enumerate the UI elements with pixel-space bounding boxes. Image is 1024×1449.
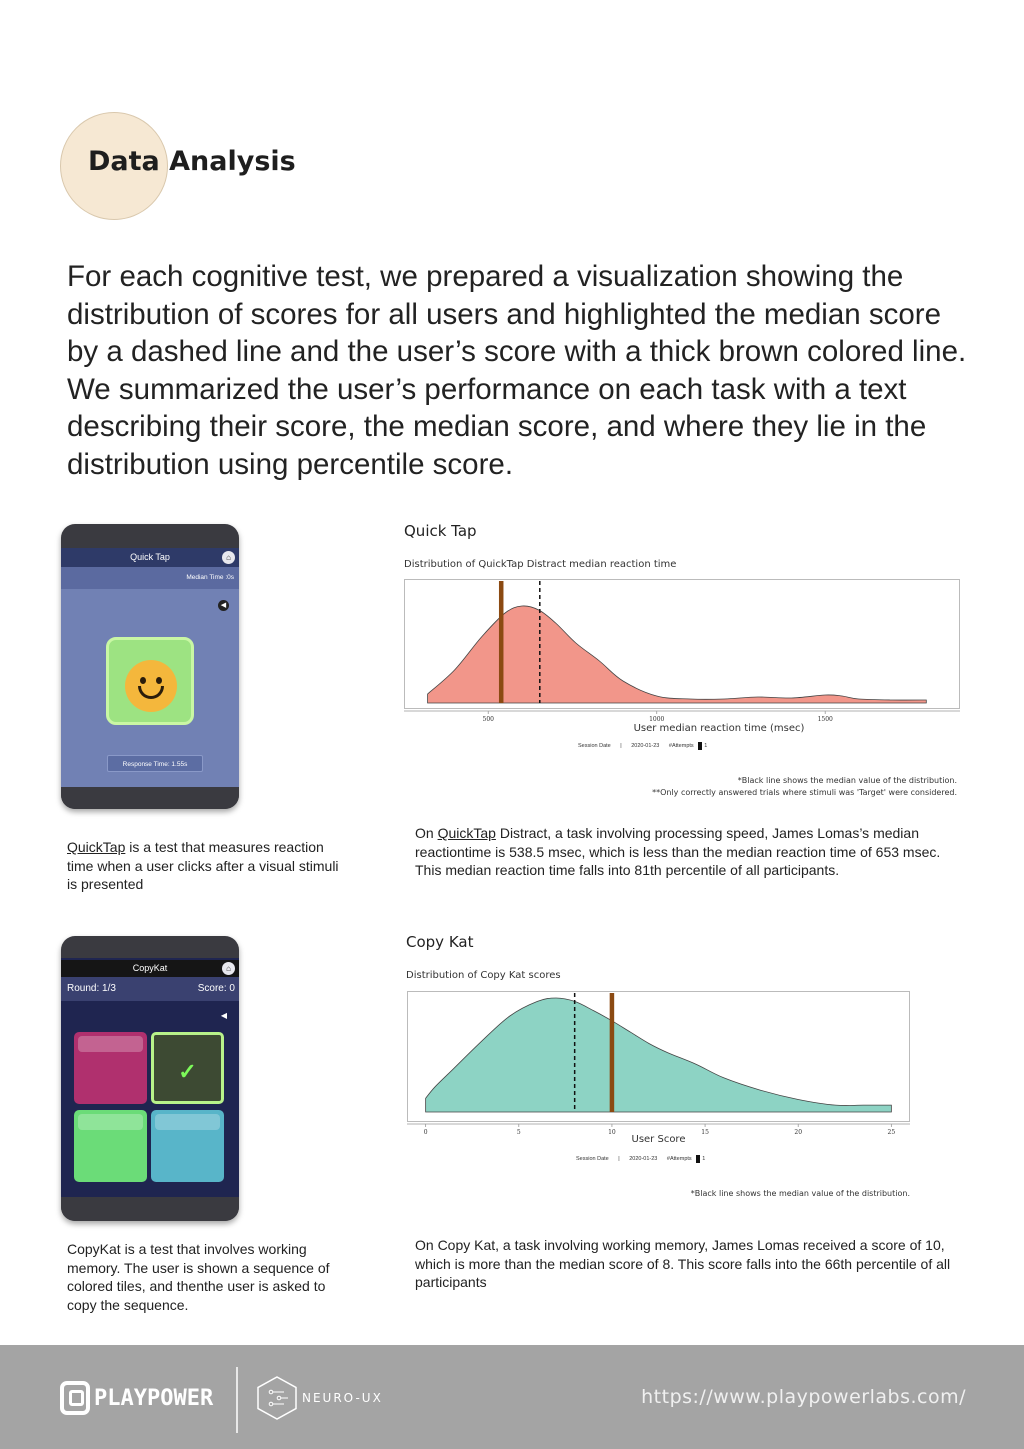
x-tick-label: 15 [701,1129,709,1136]
x-tick-label: 1500 [817,716,833,723]
speaker-icon: ◀ [218,600,229,611]
density-area [426,998,892,1112]
x-tick-label: 25 [887,1129,896,1136]
quicktap-screen [61,548,239,787]
home-icon: ⌂ [222,551,235,564]
x-tick-label: 500 [482,716,494,723]
copykat-phone-screenshot [61,936,239,1221]
quicktap-session-info [578,742,715,750]
quicktap-chart-heading: Quick Tap [404,522,477,540]
attempts-label: #Attempts [668,743,694,750]
home-icon: ⌂ [222,962,235,975]
quicktap-footnote-2: **Only correctly answered trials where stimuli was 'Target' were considered. [652,788,957,797]
checkmark-icon: ✓ [178,1059,197,1084]
copykat-x-axis-title: User Score [631,1134,686,1145]
copykat-footnote: *Black line shows the median value of the distribution. [690,1189,910,1198]
x-tick-label: 10 [608,1129,616,1136]
copykat-round-bar [61,977,239,1001]
tile-blue [151,1110,224,1182]
quicktap-summary [415,824,945,880]
copykat-summary: On Copy Kat, a task involving working memory, James Lomas received a score of 10, which is more than the median score of 8. This score falls into the 66th percentile of all participants [415,1237,951,1290]
session-date-label: Session Date [576,1156,609,1163]
quicktap-link[interactable]: QuickTap [67,839,126,855]
stimulus-tile [106,637,194,725]
tile-selected [151,1032,224,1104]
copykat-titlebar: CopyKat [61,960,239,977]
quicktap-description-text: is a test that measures reaction time when a user clicks after a visual stimuli is presented [67,839,339,892]
x-tick-label: 5 [516,1129,521,1136]
score-label: Score: 0 [197,983,235,994]
footer-url-link[interactable]: https://www.playpowerlabs.com/ [641,1386,966,1408]
attempts-label: #Attempts [666,1156,692,1163]
quicktap-footnote-1: *Black line shows the median value of the distribution. [737,776,957,785]
tile-magenta [74,1032,147,1104]
playpower-brand: PLAYPOWER [94,1385,214,1411]
copykat-screen [61,958,239,1197]
quicktap-x-axis-title: User median reaction time (msec) [633,723,805,734]
round-label: Round: 1/3 [67,983,116,994]
quicktap-footnote [652,775,957,799]
playpower-logo-icon [60,1381,90,1415]
quicktap-summary-link[interactable]: QuickTap [437,825,496,841]
quicktap-description [67,838,342,894]
footer [0,1345,1024,1449]
session-separator: | [620,743,622,750]
quicktap-density-chart [404,579,960,724]
intro-paragraph: For each cognitive test, we prepared a visualization showing the distribution of scores for all users and highlighted the median score by a dashed line and the user’s score with a thick brown colored line. We summarized the user’s performance on each task with a text describing their score, the median score, and where they lie in the distribution using percentile score. [67,260,967,481]
session-date: 2020-01-23 [631,743,660,750]
quicktap-chart-subtitle: Distribution of QuickTap Distract median reaction time [404,559,677,570]
copykat-chart-subtitle: Distribution of Copy Kat scores [406,970,561,981]
x-tick-label: 0 [423,1129,428,1136]
section-header [60,112,360,222]
median-time-label: Median Time :0s [61,567,239,589]
session-date: 2020-01-23 [629,1156,658,1163]
copykat-chart-heading: Copy Kat [406,933,474,951]
tile-green [74,1110,147,1182]
session-separator: | [618,1156,620,1163]
copykat-description: CopyKat is a test that involves working memory. The user is shown a sequence of colored tiles, and thenthe user is asked to copy the sequence. [67,1241,330,1313]
quicktap-phone-screenshot [61,524,239,809]
x-tick-label: 20 [794,1129,803,1136]
attempts-value: 1 [702,1156,706,1163]
quicktap-summary-text: Distract, a task involving processing speed, James Lomas’s median reactiontime is 538.5 msec, which is less than the median reaction time of 653 msec. This median reaction time falls into 81th percentile of all participants. [415,825,941,878]
smiley-face-icon [125,660,177,712]
quicktap-summary-prefix: On [415,825,438,841]
playpower-logo[interactable] [60,1380,213,1416]
copykat-density-chart [407,991,910,1136]
neuro-ux-hexagon-icon [254,1375,300,1421]
speaker-icon: ◀ [220,1011,227,1020]
neuro-ux-logo[interactable] [254,1375,383,1421]
footer-divider [236,1367,238,1433]
copykat-session-info [576,1155,713,1163]
session-date-label: Session Date [578,743,611,750]
section-title: Data Analysis [88,146,296,177]
attempts-value: 1 [704,743,708,750]
quicktap-titlebar: Quick Tap [61,548,239,567]
x-tick-label: 1000 [649,716,665,723]
response-time-label: Response Time: 1.55s [107,755,203,772]
neuro-ux-brand: NEURO-UX [302,1391,383,1405]
